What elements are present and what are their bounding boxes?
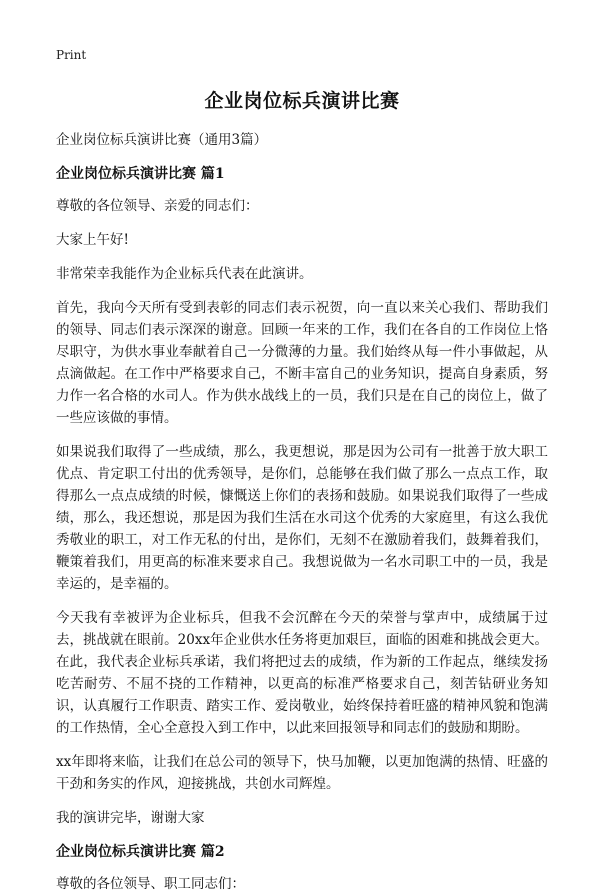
paragraph-commitment: 今天我有幸被评为企业标兵，但我不会沉醉在今天的荣誉与掌声中，成绩属于过去，挑战就在眼前。20xx年企业供水任务将更加艰巨，面临的困难和挑战会更大。在此，我代表企业标兵承诺，我们将把过去的成绩，作为新的工作起点，继续发扬吃苦耐劳、不屈不挠的工作精神，以更高的标准严格要求自己，刻苦钻研业务知识，认真履行工作职责、踏实工作、爱岗敬业，始终保持着旺盛的精神风貌和饱满的工作热情，全心全意投入到工作中，以此来回报领导和同志们的鼓励和期盼。: [56, 610, 548, 736]
paragraph-intro: 非常荣幸我能作为企业标兵代表在此演讲。: [56, 266, 313, 282]
section-heading-1: 企业岗位标兵演讲比赛 篇1: [56, 166, 225, 182]
paragraph-closing: 我的演讲完毕，谢谢大家: [56, 810, 205, 826]
paragraph-outlook: xx年即将来临，让我们在总公司的领导下，快马加鞭，以更加饱满的热情、旺盛的干劲和务实的作风，迎接挑战，共创水司辉煌。: [56, 754, 548, 792]
paragraph-good-morning: 大家上午好!: [56, 232, 129, 248]
paragraph-thanks: 首先，我向今天所有受到表彰的同志们表示祝贺，向一直以来关心我们、帮助我们的领导、同志们表示深深的谢意。回顾一年来的工作，我们在各自的工作岗位上恪尽职守，为供水事业奉献着自己一分微薄的力量。我们始终从每一件小事做起，从点滴做起。在工作中严格要求自己，不断丰富自己的业务知识，提高自身素质，努力作一名合格的水司人。作为供水战线上的一员，我们只是在自己的岗位上，做了一些应该做的事情。: [56, 300, 548, 426]
print-link[interactable]: Print: [56, 48, 87, 62]
document-subtitle: 企业岗位标兵演讲比赛（通用3篇）: [56, 132, 268, 148]
section-heading-2: 企业岗位标兵演讲比赛 篇2: [56, 844, 225, 860]
paragraph-greeting-2: 尊敬的各位领导、职工同志们：: [56, 876, 245, 892]
paragraph-achievements: 如果说我们取得了一些成绩，那么，我更想说，那是因为公司有一批善于放大职工优点、肯定职工付出的优秀领导，是你们，总能够在我们做了那么一点点工作，取得那么一点点成绩的时候，慷慨送上你们的表扬和鼓励。如果说我们取得了一些成绩，那么，我还想说，那是因为我们生活在水司这个优秀的大家庭里，有这么我优秀敬业的职工，对工作无私的付出，是你们，无刻不在激励着我们，鼓舞着我们，鞭策着我们，用更高的标准来要求自己。我想说做为一名水司职工中的一员，我是幸运的，是幸福的。: [56, 444, 548, 592]
paragraph-greeting: 尊敬的各位领导、亲爱的同志们：: [56, 198, 259, 214]
document-title: 企业岗位标兵演讲比赛: [204, 90, 400, 112]
